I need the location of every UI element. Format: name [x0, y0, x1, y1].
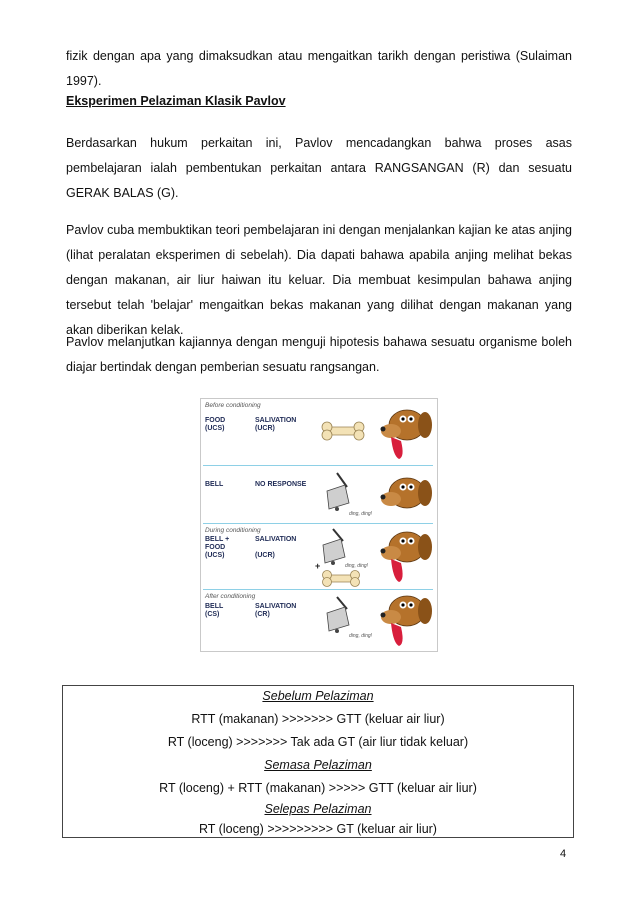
dog-icon: [381, 410, 433, 459]
after-title: Selepas Pelaziman: [264, 802, 372, 816]
bell-bone-dog-illustration: [313, 525, 435, 591]
figure-left-label: BELL + FOOD (UCS): [205, 536, 230, 559]
figure-right-label: SALIVATION (UCR): [255, 417, 297, 432]
dog-icon: [381, 532, 433, 582]
figure-separator: [203, 523, 433, 524]
figure-separator: [203, 465, 433, 466]
figure-separator: [203, 589, 433, 590]
pavlov-figure: [200, 398, 438, 652]
figure-row-after: [201, 591, 437, 653]
after-line-1: RT (loceng) >>>>>>>>> GT (keluar air liur): [199, 822, 437, 836]
sound-text: ding, ding!: [349, 633, 373, 639]
bell-icon: [327, 597, 349, 633]
paragraph-intro: fizik dengan apa yang dimaksudkan atau mengaitkan tarikh dengan peristiwa (Sulaiman 1997).: [66, 49, 572, 88]
bell-icon: [323, 529, 345, 565]
figure-caption-before: Before conditioning: [205, 402, 261, 409]
before-line-1: RTT (makanan) >>>>>>> GTT (keluar air liur): [191, 712, 445, 726]
figure-row-before: [201, 399, 437, 461]
bell-dog-illustration: [319, 467, 435, 529]
page-number: 4: [560, 848, 567, 860]
figure-left-label: BELL (CS): [205, 603, 224, 618]
paragraph-2: Pavlov cuba membuktikan teori pembelajaran ini dengan menjalankan kajian ke atas anjing (lihat peralatan eksperimen di sebelah). Dia dapati bahawa apabila anjing melihat bekas dengan makanan, air liur haiwan itu keluar. Dia membuat kesimpulan bahawa anjing tersebut telah 'belajar' mengaitkan bekas makanan yang dilihat dengan makanan yang akan diberikan kelak.: [66, 223, 572, 337]
bone-icon: [323, 571, 360, 587]
paragraph-3: Pavlov melanjutkan kajiannya dengan menguji hipotesis bahawa sesuatu organisme boleh diajar bertindak dengan pemberian sesuatu rangsangan.: [66, 335, 572, 374]
figure-row-during: [201, 525, 437, 587]
bone-icon: [322, 422, 364, 440]
during-line-1: RT (loceng) + RTT (makanan) >>>>> GTT (keluar air liur): [159, 781, 477, 795]
figure-caption-after: After conditioning: [205, 593, 256, 600]
paragraph-1: Berdasarkan hukum perkaitan ini, Pavlov mencadangkan bahwa proses asas pembelajaran ialah pembentukan perkaitan antara RANGSANGAN (R) dan sesuatu GERAK BALAS (G).: [66, 136, 572, 200]
figure-row-bell: [201, 467, 437, 529]
figure-caption-during: During conditioning: [205, 527, 261, 534]
figure-right-label: SALIVATION (CR): [255, 603, 297, 618]
figure-left-label: BELL: [205, 481, 224, 488]
before-title: Sebelum Pelaziman: [262, 689, 374, 703]
sound-text: ding, ding!: [345, 563, 369, 569]
figure-right-label: SALIVATION (UCR): [255, 536, 297, 559]
dog-icon: [381, 478, 433, 508]
figure-right-label: NO RESPONSE: [255, 481, 307, 488]
bell-dog-illustration: [319, 591, 435, 651]
section-heading: Eksperimen Pelaziman Klasik Pavlov: [66, 94, 286, 108]
figure-left-label: FOOD (UCS): [205, 417, 226, 432]
plus-icon: +: [315, 561, 321, 571]
dog-icon: [381, 596, 433, 646]
summary-box: [62, 685, 574, 838]
before-line-2: RT (loceng) >>>>>>> Tak ada GT (air liur tidak keluar): [167, 735, 469, 749]
sound-text: ding, ding!: [349, 511, 373, 517]
during-title: Semasa Pelaziman: [264, 758, 372, 772]
bone-dog-illustration: [321, 401, 435, 465]
bell-icon: [327, 473, 349, 511]
